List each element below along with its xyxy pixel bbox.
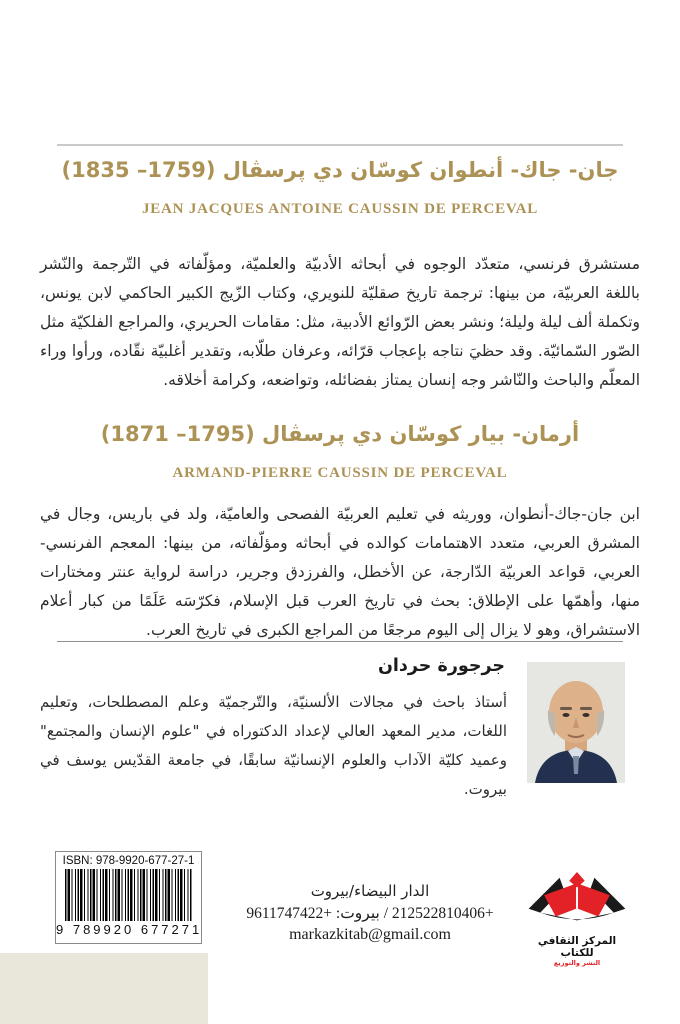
section1-paragraph: مستشرق فرنسي، متعدّد الوجوه في أبحاثه الأدبيّة والعلميّة، ومؤلّفاته في التّرجمة والنّشر باللغة العربيّة، من بينها: ترجمة تاريخ صقليّة للنويري، وكتاب الزّيج الكبير الحاكمي لابن يونس، وتكملة ألف ليلة وليلة؛ ونشر بعض الرّوائع الأدبية، مثل: مقامات الحريري، والمراجع الفلكيّة مثل الصّور السّمائيّة. وقد حظيَ نتاجه بإعجاب قرّائه، وعرفان طلّابه، وتقدير أغلبيّة نقّاده، ورأوا وراء المعلّم والباحث والنّاشر وجه إنسان يمتاز بفضائله، وتواضعه، وكرامة أخلاقه. xyxy=(40,255,640,389)
author-name: جرجورة حردان xyxy=(378,656,505,676)
publisher-logo-subtitle: النشر والتوزيع xyxy=(553,959,601,968)
publisher-phones: +212522810406 / بيروت: +9611747422 xyxy=(246,905,494,922)
author-bio: أستاذ باحث في مجالات الألسنيّة، والتّرجميّة وعلم المصطلحات، وتعليم اللغات، مدير المعهد العالي لإعداد الدكتوراه في "علوم الإنسان والمجتمع" وعميد كليّة الآداب والعلوم الإنسانيّة سابقًا، في جامعة القدّيس يوسف في بيروت. xyxy=(40,693,507,798)
section2-title-latin: ARMAND-PIERRE CAUSSIN DE PERCEVAL xyxy=(172,465,508,481)
author-portrait-photo xyxy=(527,662,625,783)
publisher-email: markazkitab@gmail.com xyxy=(289,926,451,943)
publisher-contact-block xyxy=(220,882,520,944)
publisher-logo xyxy=(523,872,631,967)
isbn-digits: 9 789920 677271 xyxy=(56,922,203,937)
section1-title-arabic: جان- جاك- أنطوان كوسّان دي پرسڤال (1759– 1835) xyxy=(61,158,619,182)
publisher-cities: الدار البيضاء/بيروت xyxy=(310,882,430,900)
open-book-logo-icon xyxy=(525,872,629,930)
top-divider xyxy=(57,144,623,146)
author-portrait-graphic xyxy=(527,662,625,783)
section2-paragraph: ابن جان-جاك-أنطوان، ووريثه في تعليم العربيّة الفصحى والعاميّة، ولد في باريس، وجال في المشرق العربي، متعدد الاهتمامات كوالده في أبحاثه ومؤلّفاته، من بينها: المعجم الفرنسي-العربي، قواعد العربيّة الدّارجة، عن الأخطل، والفرزدق وجرير، دراسة لرواية عنتر ومختارات منها، وأهمّها على الإطلاق: بحث في تاريخ العرب قبل الإسلام، فكرّسَه عَلَمًا من كبار أعلام الاستشراق، وهو لا يزال إلى اليوم مرجعًا من المراجع الكبرى في تاريخ العرب. xyxy=(40,505,640,639)
spine-fold-strip xyxy=(0,953,208,1024)
publisher-logo-title: المركز الثقافي للكتاب xyxy=(537,935,617,960)
isbn-barcode-box xyxy=(55,851,202,944)
barcode-icon xyxy=(65,869,192,921)
section2-title-arabic: أرمان- بيار كوسّان دي پرسڤال (1795– 1871) xyxy=(100,422,580,446)
section1-title-latin: JEAN JACQUES ANTOINE CAUSSIN DE PERCEVAL xyxy=(141,201,539,217)
author-divider xyxy=(57,641,623,642)
isbn-label: ISBN: 978-9920-677-27-1 xyxy=(62,855,195,867)
